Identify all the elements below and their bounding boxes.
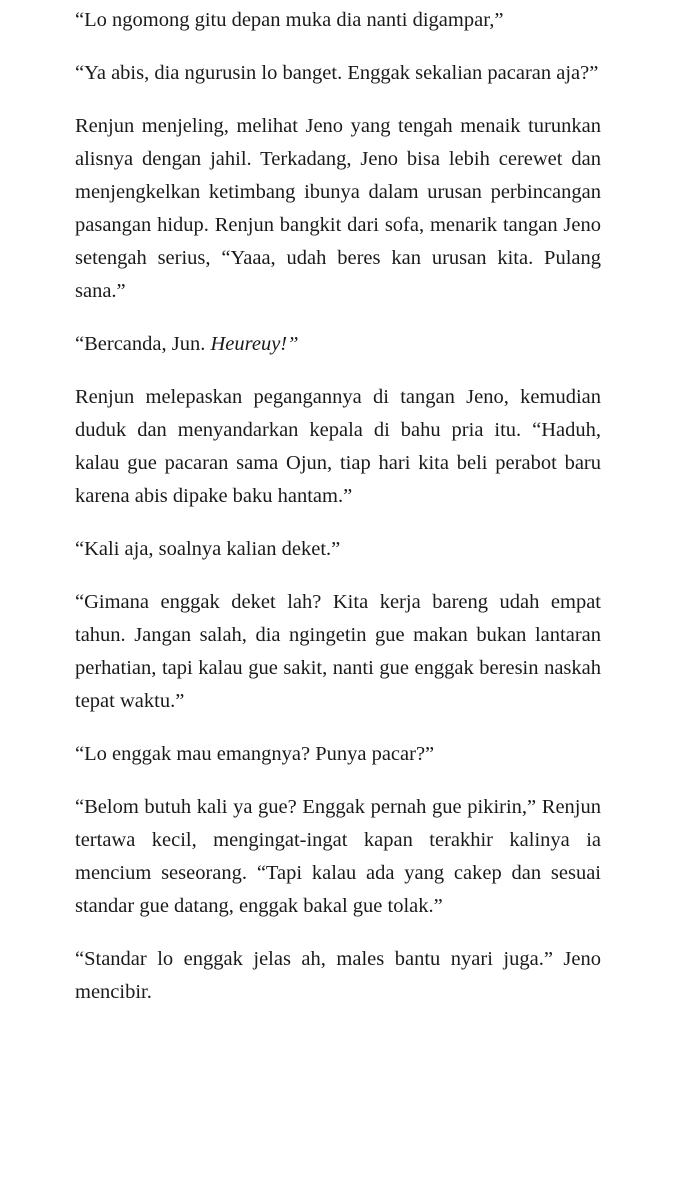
- paragraph-9: “Belom butuh kali ya gue? Enggak pernah gue pikirin,” Renjun tertawa kecil, mengingat-ingat kapan terakhir kalinya ia mencium seseorang. “Tapi kalau ada yang cakep dan sesuai standar gue datang, enggak bakal gue tolak.”: [75, 796, 601, 917]
- paragraph-6: “Kali aja, soalnya kalian deket.”: [75, 538, 341, 560]
- paragraph-4: [75, 328, 601, 361]
- paragraph-8: “Lo enggak mau emangnya? Punya pacar?”: [75, 743, 435, 765]
- paragraph-3: Renjun menjeling, melihat Jeno yang tengah menaik turunkan alisnya dengan jahil. Terkadang, Jeno bisa lebih cerewet dan menjengkelkan ketimbang ibunya dalam urusan perbincangan pasangan hidup. Renjun bangkit dari sofa, menarik tangan Jeno setengah serius, “Yaaa, udah beres kan urusan kita. Pulang sana.”: [75, 115, 601, 302]
- paragraph-7: “Gimana enggak deket lah? Kita kerja bareng udah empat tahun. Jangan salah, dia ngingetin gue makan bukan lantaran perhatian, tapi kalau gue sakit, nanti gue enggak beresin naskah tepat waktu.”: [75, 591, 601, 712]
- paragraph-1: “Lo ngomong gitu depan muka dia nanti digampar,”: [75, 9, 504, 31]
- paragraph-5: Renjun melepaskan pegangannya di tangan Jeno, kemudian duduk dan menyandarkan kepala di bahu pria itu. “Haduh, kalau gue pacaran sama Ojun, tiap hari kita beli perabot baru karena abis dipake baku hantam.”: [75, 386, 601, 507]
- paragraph-10: “Standar lo enggak jelas ah, males bantu nyari juga.” Jeno mencibir.: [75, 948, 601, 1003]
- paragraph-4-italic: Heureuy!”: [210, 333, 299, 355]
- paragraph-4-text: “Bercanda, Jun.: [75, 333, 211, 355]
- document-page: [75, 4, 601, 1029]
- paragraph-2: “Ya abis, dia ngurusin lo banget. Enggak sekalian pacaran aja?”: [75, 62, 599, 84]
